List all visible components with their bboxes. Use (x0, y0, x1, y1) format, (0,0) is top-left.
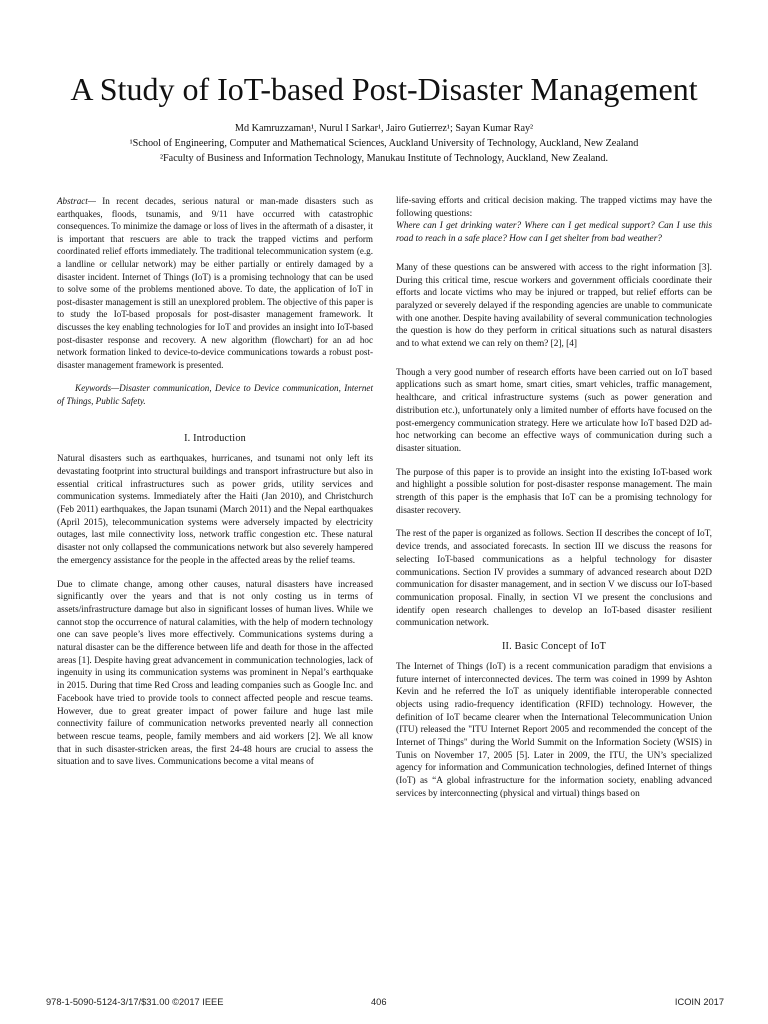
affiliation-2: ²Faculty of Business and Information Technology, Manukau Institute of Technology, Auckland, New Zealand. (159, 153, 609, 164)
footer-page-number: 406 (371, 997, 387, 1007)
paragraph-organization: The rest of the paper is organized as follows. Section II describes the concept of IoT, device trends, and associated forecasts. In section III we discuss the reasons for selecting IoT-based communications as a helpful technology for disaster communications. Section IV provides a summary of advanced research about D2D communication for disaster management, and in section V we discuss our IoT-based communication proposal. Finally, in section VI we present the conclusions and identify open research challenges to develop an IoT-based disaster resilient communication network. (396, 529, 712, 629)
section-heading-basic-concept: II. Basic Concept of IoT (501, 641, 607, 653)
left-column (57, 195, 373, 780)
author-names: Md Kamruzzaman¹, Nurul I Sarkar¹, Jairo Gutierrez¹; Sayan Kumar Ray² (234, 123, 534, 134)
paragraph-purpose: The purpose of this paper is to provide an insight into the existing IoT-based work and highlight a possible solution for post-disaster response management. The main strength of this paper is the emphasis that IoT can be a promising technology for disaster recovery. (396, 467, 712, 516)
abstract-text: In recent decades, serious natural or man-made disasters such as earthquakes, floods, tsunamis, and 9/11 have occurred with catastrophic consequences. To minimize the damage or loss of lives in the aftermath of a disaster, it is important that rescuers are able to track the trapped victims and perform coordinated relief efforts immediately. The traditional telecommunication system (e.g. a landline or cellular network) may be either partially or entirely damaged by a disaster incident. Internet of Things (IoT) is a promising technology that can be used to solve some of the problems mentioned above. To date, the application of IoT in post-disaster management is still an unexplored problem. The objective of this paper is to study the IoT-based proposals for post-disaster management framework. It discusses the key enabling technologies for IoT and provides an insight into IoT-based post-disaster response and recovery. A new algorithm (flowchart) for an ad hoc network formation linked to device-to-device communications towards a robust post-disaster management framework is presented. (57, 196, 373, 370)
section-heading-introduction: I. Introduction (184, 432, 246, 444)
victim-questions: Where can I get drinking water? Where can I get medical support? Can I use this road to reach in a safe place? How can I get shelter from bad weather? (396, 221, 712, 245)
intro-paragraph-1: Natural disasters such as earthquakes, hurricanes, and tsunami not only left its devastating footprint into structural buildings and transport infrastructure but also in essential critical infrastructures such as power grids, utility services and communication systems. Immediately after the Haiti (Jan 2010), and Christchurch (Feb 2011) earthquakes, the Japan tsunami (March 2011) and the Nepal earthquakes (April 2015), telecommunication systems were adversely impacted by electricity outages, last mile connectivity loss, network traffic congestion etc. These natural disaster not only collapsed the communications network but also severely hampered the emergency assistance for the people in the affected areas by the relief teams. (57, 454, 373, 566)
paper-title: A Study of IoT-based Post-Disaster Management (70, 71, 698, 107)
paragraph-research: Though a very good number of research efforts have been carried out on IoT based applications such as smart home, smart cities, smart vehicles, traffic management, healthcare, and critical infrastructure systems (such as power generation and distribution etc.), unfortunately only a limited number of efforts have focused on the post-emergency communication strategy. Here we articulate how IoT based D2D ad-hoc networking can become an effective ways of communication during such a disaster situation. (396, 367, 712, 454)
sec2-paragraph-1: The Internet of Things (IoT) is a recent communication paradigm that envisions a future internet of interconnected devices. The term was coined in 1999 by Ashton Kevin and he referred the IoT as uniquely identifiable interoperable connected objects using radio-frequency identification (RFID) technology. However, the definition of IoT became clearer when the International Telecommunication Union (ITU) released the "ITU Internet Report 2005 and recommended the concept of the Internet of Things" during the World Summit on the Information Society (WSIS) in Tunis on November 17, 2005 [5]. Later in 2009, the ITU, the UN’s specialized agency for information and Communication technologies, defined Internet of things (IoT) as “A global infrastructure for the information society, enabling advanced services by interconnecting (physical and virtual) things based on (396, 661, 712, 799)
author-block (0, 121, 768, 166)
paragraph-lifesaving (396, 195, 712, 246)
abstract (57, 195, 373, 371)
lifesaving-text: life-saving efforts and critical decision making. The trapped victims may have the following questions: (396, 196, 712, 219)
footer-conference: ICOIN 2017 (674, 997, 724, 1007)
abstract-label: Abstract— (57, 196, 96, 206)
affiliation-1: ¹School of Engineering, Computer and Mathematical Sciences, Auckland University of Technology, Auckland, New Zealand (129, 138, 639, 149)
keywords: Keywords—Disaster communication, Device to Device communication, Internet of Things, Public Safety. (57, 383, 373, 406)
paragraph-information: Many of these questions can be answered with access to the right information [3]. During this critical time, rescue workers and government officials coordinate their efforts and locate victims who may be injured or trapped, but relief efforts can be paralyzed or severely delayed if the responding agencies are unable to communicate with one another. Despite having availability of several communication technologies the question is how do they perform in critical situations such as natural disasters and to what extend we can rely on them? [2], [4] (396, 262, 712, 350)
footer-copyright: 978-1-5090-5124-3/17/$31.00 ©2017 IEEE (46, 997, 224, 1007)
intro-paragraph-2: Due to climate change, among other causes, natural disasters have increased significantly over the years and that is not only costing us in terms of assets/infrastructure damage but also in significant losses of human lives. While we cannot stop the occurrence of natural calamities, with the help of modern technology one can save people’s lives more effectively. Communications systems during a natural disaster can be the difference between life and death for those in the affected areas [1]. Despite having great advancement in communication technologies, lack of ingenuity in using its communication systems was prominent in Nepal’s earthquake in 2015. During that time Red Cross and leading companies such as Google Inc. and Facebook have tried to provide tools to connect affected people and rescue teams. However, due to great greater impact of power failure and huge last mile connectivity failure of communication networks prevented nearly all connection between rescue teams, people, family members and aid workers [2]. We all know that in such disaster-stricken areas, the first 24-48 hours are crucial to assess the situation and to save lives. Communications become a vital means of (57, 579, 373, 768)
right-column (396, 195, 712, 812)
